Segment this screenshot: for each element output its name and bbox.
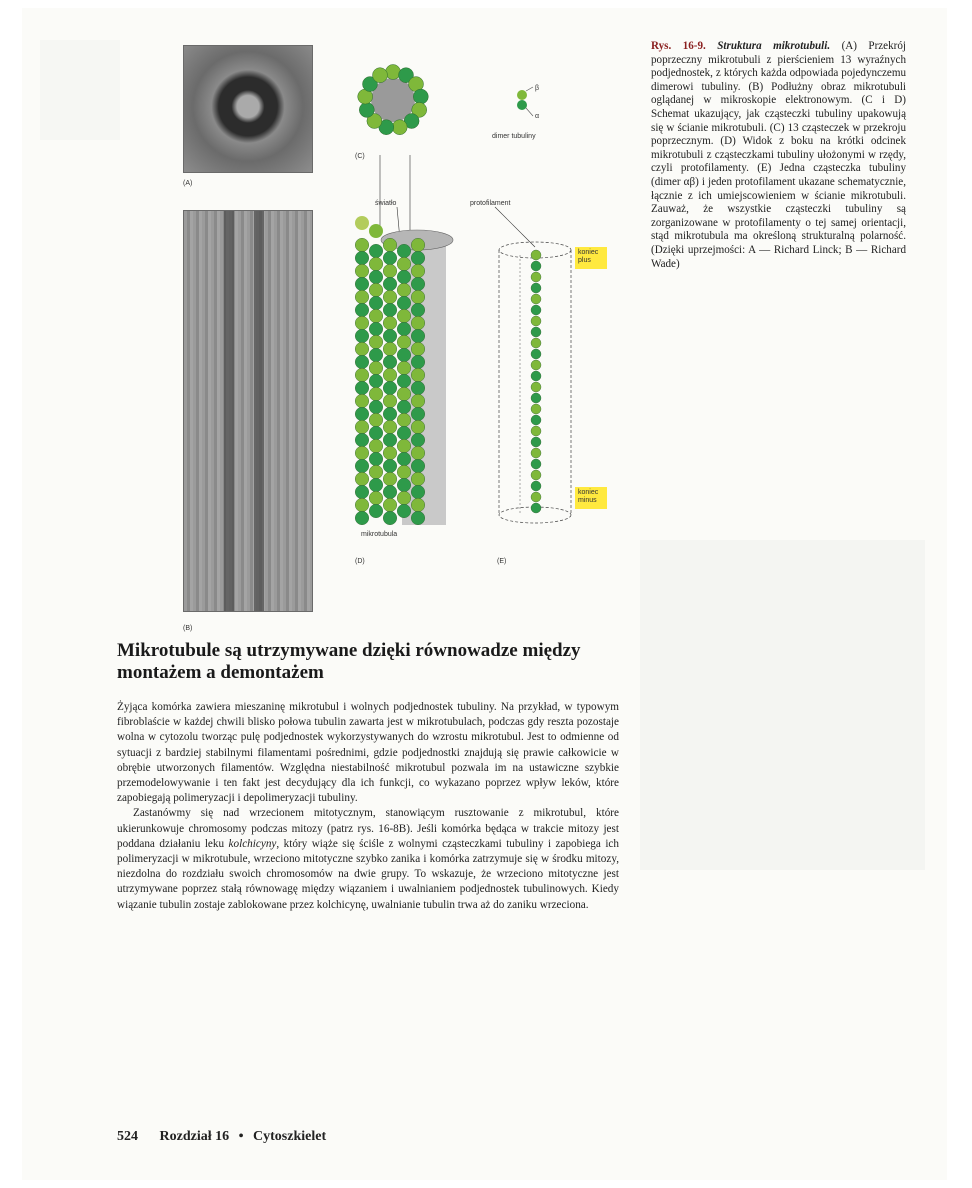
label-beta: β (535, 85, 540, 92)
tubulin-subunit (355, 303, 369, 317)
paragraph: Żyjąca komórka zawiera mieszaninę mikrotubul i wolnych podjednostek tubuliny. Na przykład, w typowym fibroblaście w każdej chwili blisko połowa tubulin zawarta jest w mikrotubulach, podczas gdy reszta pozostaje wolna w cytozolu tworząc pulę podjednostek wykorzystywanych do wzrostu mikrotubul. Jest to odmienne od sytuacji z bardziej stabilnymi filamentami pośrednimi, gdzie podjednostki znajdują się prawie całkowicie w obrębie utworzonych filamentów. Względna niestabilność mikrotubul pozwala im na ustawiczne szybkie przemodelowywanie i ten fakt jest decydujący dla ich funkcji, co wykazano poprzez wpływ leków, które zapobiegają polimeryzacji i depolimeryzacji tubuliny. (117, 701, 619, 805)
page-footer (117, 1129, 344, 1145)
tubulin-subunit (413, 89, 428, 104)
tubulin-subunit (369, 413, 383, 427)
tubulin-subunit (411, 342, 425, 356)
tubulin-subunit (383, 290, 397, 304)
tubulin-subunit (411, 277, 425, 291)
tubulin-subunit (397, 335, 411, 349)
protofilament-subunit (531, 349, 541, 359)
protofilament-subunit (531, 382, 541, 392)
label-a: (A) (183, 180, 193, 187)
tubulin-subunit (383, 420, 397, 434)
tubulin-subunit (383, 355, 397, 369)
tubulin-subunit (359, 102, 374, 117)
tubulin-subunit (383, 251, 397, 265)
protofilament-subunit (531, 437, 541, 447)
tubulin-subunit (397, 439, 411, 453)
drug-name: kolchicyny (228, 837, 277, 850)
tubulin-subunit (411, 420, 425, 434)
pointer-line (526, 108, 533, 116)
tubulin-subunit (397, 322, 411, 336)
protofilament-subunit (531, 481, 541, 491)
tubulin-subunit (355, 238, 369, 252)
protofilament-subunit (531, 470, 541, 480)
protofilament-subunit (531, 305, 541, 315)
tubulin-subunit (411, 316, 425, 330)
tubulin-subunit (411, 407, 425, 421)
tubulin-subunit (411, 394, 425, 408)
tubulin-subunit (383, 303, 397, 317)
tubulin-subunit (411, 264, 425, 278)
tubulin-subunit (355, 342, 369, 356)
protofilament-subunit (531, 404, 541, 414)
tubulin-subunit (355, 485, 369, 499)
protofilament-subunit (531, 393, 541, 403)
tubulin-subunit (397, 478, 411, 492)
protofilament-subunit (531, 338, 541, 348)
tubulin-subunit (355, 459, 369, 473)
section-heading: Mikrotubule są utrzymywane dzięki równowadze między montażem a demontażem (117, 640, 581, 683)
figure-caption (651, 40, 906, 271)
tubulin-subunit (355, 277, 369, 291)
tubulin-subunit (355, 472, 369, 486)
label-e: (E) (497, 558, 507, 565)
label-b: (B) (183, 625, 193, 632)
label-dimer: dimer tubuliny (492, 133, 536, 140)
tubulin-subunit (383, 368, 397, 382)
protofilament-subunit (531, 250, 541, 260)
chapter-title: Cytoszkielet (253, 1129, 327, 1144)
label-alpha: α (535, 113, 540, 120)
tubulin-subunit (369, 348, 383, 362)
tubulin-diagram (150, 35, 610, 610)
paragraph (117, 806, 619, 912)
tubulin-subunit (383, 407, 397, 421)
body-text (117, 700, 619, 913)
tubulin-subunit (397, 309, 411, 323)
tubulin-subunit (369, 491, 383, 505)
tubulin-subunit (369, 374, 383, 388)
caption-heading: Struktura mikrotubuli. (717, 40, 831, 52)
tubulin-subunit (369, 296, 383, 310)
tubulin-subunit (383, 264, 397, 278)
tubulin-subunit (411, 459, 425, 473)
tubulin-subunit (355, 355, 369, 369)
tubulin-subunit (369, 224, 383, 238)
tubulin-subunit (369, 270, 383, 284)
tubulin-subunit (383, 238, 397, 252)
tubulin-subunit (369, 400, 383, 414)
tubulin-subunit (397, 283, 411, 297)
tubulin-subunit (355, 446, 369, 460)
tubulin-subunit (383, 329, 397, 343)
tubulin-subunit (383, 342, 397, 356)
tubulin-subunit (411, 290, 425, 304)
tubulin-subunit (369, 452, 383, 466)
tubulin-subunit (383, 381, 397, 395)
protofilament-subunit (531, 503, 541, 513)
tubulin-subunit (411, 238, 425, 252)
tubulin-subunit (411, 303, 425, 317)
tubulin-subunit (355, 216, 369, 230)
tubulin-subunit (355, 381, 369, 395)
tubulin-subunit (397, 413, 411, 427)
tubulin-subunit (383, 511, 397, 525)
tubulin-subunit (411, 355, 425, 369)
protofilament-subunit (531, 448, 541, 458)
caption-text: (A) Przekrój poprzeczny mikrotubuli z pierścieniem 13 wyraźnych podjednostek, z których każda odpowiada pojedynczemu dimerowi tubuliny. (B) Podłużny obraz mikrotubuli oglądanej w mikroskopie elektronowym. (C i D) Schemat ukazujący, jak cząsteczki tubuliny upakowują się w ścianie mikrotubuli. (C) 13 cząsteczek w przekroju poprzecznym. (D) Widok z boku na krótki odcinek mikrotubuli z cząsteczkami tubuliny ułożonymi w rzędy, czyli protofilamenty. (E) Jedna cząsteczka tubuliny (dimer αβ) i jeden protofilament ukazane schematycznie, łącznie z ich umiejscowieniem w ścianie mikrotubuli. Zauważ, że wszystkie cząsteczki tubuliny są zorganizowane w protofilamenty o tej samej orientacji, stąd mikrotubula ma określoną strukturalną polarność. (Dzięki uprzejmości: A — Richard Linck; B — Richard Wade) (651, 40, 906, 270)
tubulin-subunit (369, 309, 383, 323)
tubulin-subunit (411, 329, 425, 343)
tubulin-subunit (397, 257, 411, 271)
tubulin-subunit (411, 446, 425, 460)
pointer-line (526, 87, 533, 91)
label-lumen: światło (375, 200, 397, 207)
tubulin-subunit (411, 472, 425, 486)
tubulin-subunit (355, 433, 369, 447)
tubulin-subunit (397, 387, 411, 401)
tubulin-subunit (397, 465, 411, 479)
leader-line (495, 207, 535, 247)
tubulin-subunit (383, 433, 397, 447)
tubulin-subunit (397, 361, 411, 375)
tubulin-subunit (383, 446, 397, 460)
tubulin-subunit (411, 433, 425, 447)
figure-16-9 (150, 35, 610, 632)
tubulin-subunit (411, 381, 425, 395)
tubulin-subunit (355, 368, 369, 382)
protofilament-subunit (531, 327, 541, 337)
tubulin-subunit (411, 251, 425, 265)
tubulin-subunit (397, 348, 411, 362)
tubulin-subunit (369, 439, 383, 453)
tubulin-subunit (383, 498, 397, 512)
tubulin-subunit (397, 426, 411, 440)
tubulin-subunit (355, 407, 369, 421)
tubulin-subunit (397, 400, 411, 414)
tubulin-subunit (386, 65, 401, 80)
tubulin-subunit (397, 296, 411, 310)
tubulin-subunit (355, 251, 369, 265)
tubulin-beta (517, 90, 527, 100)
tubulin-subunit (369, 335, 383, 349)
paragraph-text: Zastanówmy się nad wrzecionem mitotycznym, stanowiącym rusztowanie z mikrotubul, które ukierunkowuje chromosomy podczas mitozy (patrz rys. 16-8B). Jeśli komórka będąca w trakcie mitozy jest poddana działaniu leku (117, 807, 619, 850)
tubulin-subunit (383, 485, 397, 499)
protofilament-subunit (531, 371, 541, 381)
tubulin-subunit (355, 290, 369, 304)
label-protofilament: protofilament (470, 200, 511, 207)
bleed-through-block (40, 40, 120, 140)
tubulin-subunit (355, 329, 369, 343)
protofilament-subunit (531, 459, 541, 469)
tubulin-subunit (369, 257, 383, 271)
tubulin-subunit (383, 459, 397, 473)
tubulin-subunit (397, 374, 411, 388)
page-number: 524 (117, 1129, 138, 1144)
tubulin-subunit (411, 498, 425, 512)
tubulin-subunit (369, 387, 383, 401)
protofilament-subunit (531, 283, 541, 293)
paragraph-text: , który wiąże się ściśle z wolnymi cząsteczkami tubuliny i zapobiega ich polimeryzacji w mikrotubule, wrzeciono mitotyczne szybko zanika i komórka zatrzymuje się w środku mitozy, niezdolna do rozdziału swoich chromosomów na dwie grupy. To wskazuje, że wrzeciono mitotyczne jest utrzymywane poprzez stałą równowagę między wiązaniem i uwalnianiem podjednostek tubulinowych. Kiedy wiązanie tubulin zostaje zablokowane przez kolchicynę, uwalnianie tubulin trwa aż do zaniku wrzeciona. (117, 837, 619, 911)
protofilament-subunit (531, 261, 541, 271)
tubulin-subunit (369, 283, 383, 297)
tubulin-alpha (517, 100, 527, 110)
label-d: (D) (355, 558, 365, 565)
caption-title: Rys. 16-9. (651, 40, 706, 52)
tubulin-subunit (369, 361, 383, 375)
tubulin-subunit (369, 322, 383, 336)
tubulin-subunit (369, 244, 383, 258)
protofilament-subunit (531, 492, 541, 502)
label-microtubule: mikrotubula (361, 531, 398, 538)
tubulin-subunit (397, 270, 411, 284)
tubulin-subunit (355, 394, 369, 408)
tubulin-subunit (373, 68, 388, 83)
plus-end-label: koniec plus (575, 247, 607, 269)
tubulin-subunit (397, 504, 411, 518)
tubulin-subunit (369, 504, 383, 518)
bullet: • (238, 1129, 244, 1144)
protofilament-subunit (531, 360, 541, 370)
tubulin-subunit (411, 368, 425, 382)
tubulin-subunit (392, 120, 407, 135)
protofilament-subunit (531, 272, 541, 282)
tubulin-subunit (383, 316, 397, 330)
chapter-label: Rozdział 16 (159, 1129, 230, 1144)
tubulin-subunit (397, 452, 411, 466)
bleed-through-block (640, 540, 925, 870)
protofilament-subunit (531, 316, 541, 326)
tubulin-subunit (369, 465, 383, 479)
tubulin-subunit (411, 485, 425, 499)
tubulin-subunit (383, 277, 397, 291)
minus-end-label: koniec minus (575, 487, 607, 509)
tubulin-subunit (369, 426, 383, 440)
tubulin-subunit (383, 472, 397, 486)
tubulin-subunit (355, 264, 369, 278)
tubulin-subunit (355, 316, 369, 330)
tubulin-subunit (397, 491, 411, 505)
protofilament-subunit (531, 294, 541, 304)
tubulin-subunit (397, 244, 411, 258)
tubulin-subunit (369, 478, 383, 492)
tubulin-subunit (383, 394, 397, 408)
tubulin-subunit (355, 420, 369, 434)
protofilament-subunit (531, 426, 541, 436)
label-c: (C) (355, 153, 365, 160)
tubulin-subunit (411, 511, 425, 525)
tubulin-subunit (355, 511, 369, 525)
protofilament-subunit (531, 415, 541, 425)
tubulin-subunit (355, 498, 369, 512)
